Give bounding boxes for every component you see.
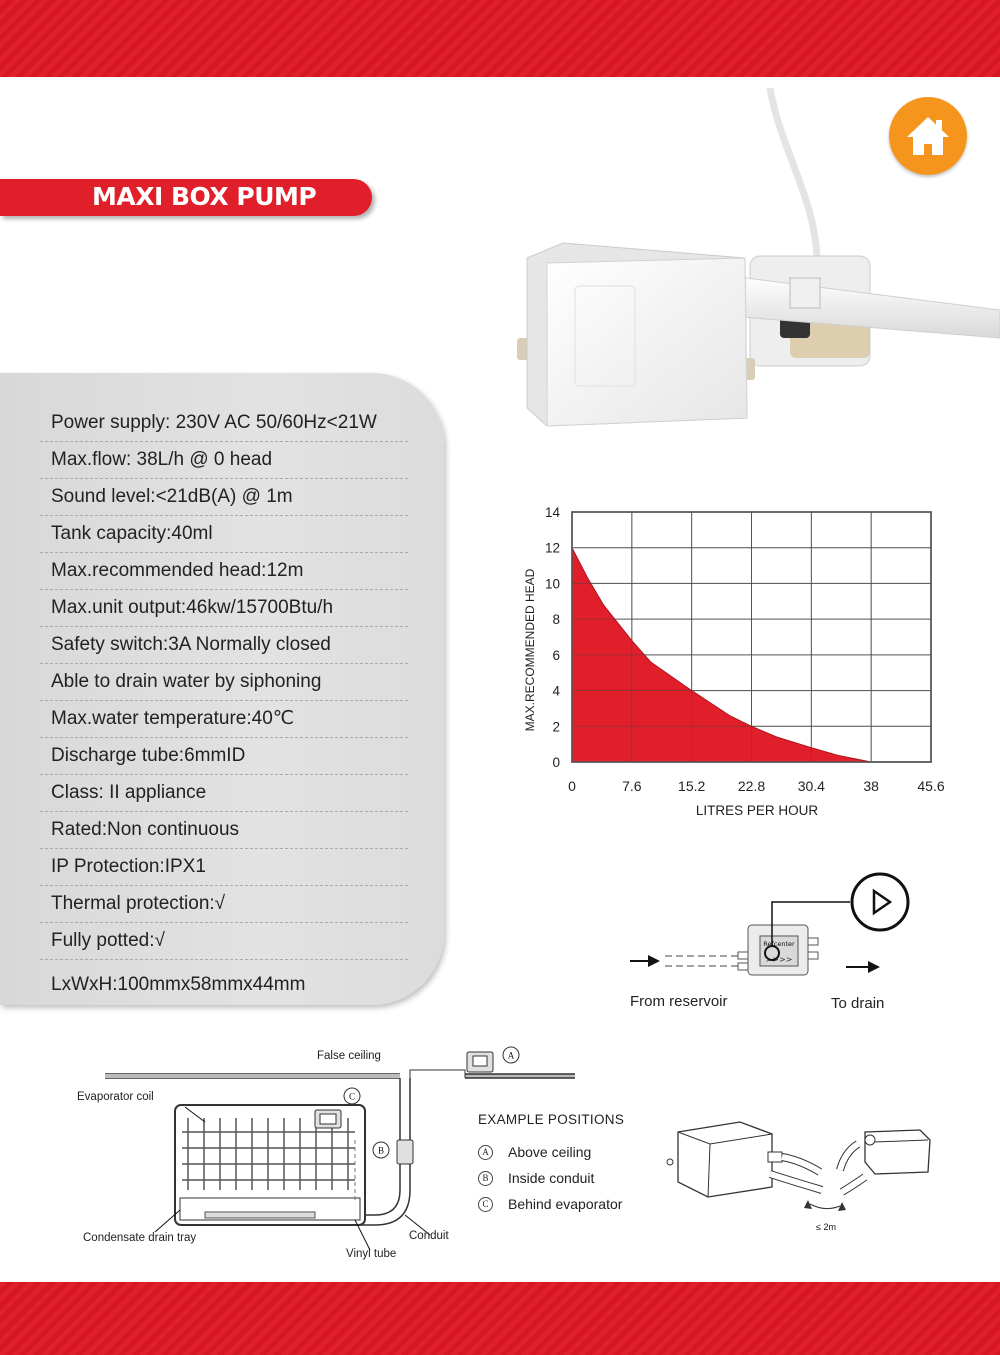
arrow-out-icon <box>868 961 880 973</box>
spec-list <box>40 405 408 1004</box>
x-tick-label: 0 <box>568 778 576 794</box>
y-tick-label: 10 <box>544 576 560 592</box>
y-axis-ticks <box>545 505 561 770</box>
position-mark: A <box>478 1145 493 1160</box>
spec-item: Rated:Non continuous <box>40 812 408 849</box>
y-tick-label: 2 <box>552 719 560 735</box>
bottom-banner <box>0 1282 1000 1355</box>
y-tick-label: 4 <box>552 683 560 699</box>
y-tick-label: 6 <box>552 647 560 663</box>
performance-chart <box>515 500 965 830</box>
position-mark: B <box>478 1171 493 1186</box>
spec-item: LxWxH:100mmx58mmx44mm <box>51 974 306 995</box>
spec-item: Power supply: 230V AC 50/60Hz<21W <box>40 405 408 442</box>
spec-item: Sound level:<21dB(A) @ 1m <box>40 479 408 516</box>
product-title-banner <box>0 179 372 216</box>
spec-item: Class: II appliance <box>40 775 408 812</box>
position-item <box>478 1139 624 1165</box>
spec-item: Max.unit output:46kw/15700Btu/h <box>40 590 408 627</box>
x-axis-label: LITRES PER HOUR <box>695 803 819 818</box>
spec-item: Max.flow: 38L/h @ 0 head <box>40 442 408 479</box>
from-reservoir-label: From reservoir <box>630 993 728 1010</box>
spec-item: Thermal protection:√ <box>40 886 408 923</box>
position-item <box>478 1191 624 1217</box>
position-label: Above ceiling <box>508 1144 592 1160</box>
flow-illustration <box>620 868 920 993</box>
spec-item: Safety switch:3A Normally closed <box>40 627 408 664</box>
pump-brand-label: Refcenter <box>763 940 795 948</box>
play-circle-icon <box>852 874 908 930</box>
product-title: MAXI BOX PUMP <box>92 182 317 211</box>
marker-b: B <box>377 1145 385 1156</box>
spec-item: IP Protection:IPX1 <box>40 849 408 886</box>
marker-a: A <box>507 1050 515 1061</box>
spec-item: Max.water temperature:40℃ <box>40 701 408 738</box>
x-tick-label: 15.2 <box>678 778 706 794</box>
arrow-in-icon <box>648 955 660 967</box>
svg-text:>>>>: >>>> <box>765 955 793 964</box>
flow-diagram <box>620 868 920 1018</box>
spec-item: Fully potted:√ <box>40 923 408 960</box>
marker-c: C <box>348 1091 356 1102</box>
to-drain-label: To drain <box>831 995 885 1012</box>
vinyl-tube-label: Vinyl tube <box>346 1248 397 1260</box>
position-mark: C <box>478 1197 493 1212</box>
y-tick-label: 14 <box>544 505 560 520</box>
false-ceiling-label: False ceiling <box>317 1050 381 1062</box>
distance-label: ≤ 2m <box>816 1222 836 1232</box>
spec-item: Discharge tube:6mmID <box>40 738 408 775</box>
x-tick-label: 7.6 <box>622 778 642 794</box>
specifications-panel <box>0 373 444 1005</box>
conduit-label: Conduit <box>409 1230 449 1242</box>
y-axis-label: MAX.RECOMMENDED HEAD <box>523 568 537 732</box>
y-tick-label: 12 <box>544 540 560 556</box>
y-tick-label: 0 <box>552 755 560 770</box>
position-label: Inside conduit <box>508 1170 595 1186</box>
spec-item: Tank capacity:40ml <box>40 516 408 553</box>
y-tick-label: 8 <box>552 612 560 628</box>
top-banner <box>0 0 1000 77</box>
x-axis-ticks <box>568 778 945 794</box>
x-tick-label: 22.8 <box>737 778 766 794</box>
x-tick-label: 45.6 <box>917 778 945 794</box>
product-image <box>515 88 1000 438</box>
fitting-illustration <box>660 1112 940 1242</box>
spec-item: Max.recommended head:12m <box>40 553 408 590</box>
positions-heading: EXAMPLE POSITIONS <box>478 1112 625 1127</box>
position-item <box>478 1165 624 1191</box>
spec-item: Able to drain water by siphoning <box>40 664 408 701</box>
x-tick-label: 30.4 <box>797 778 825 794</box>
x-tick-label: 38 <box>863 778 879 794</box>
example-positions <box>478 1112 624 1217</box>
evaporator-coil-label: Evaporator coil <box>77 1091 154 1103</box>
condensate-drain-tray-label: Condensate drain tray <box>83 1232 197 1244</box>
position-label: Behind evaporator <box>508 1196 623 1212</box>
